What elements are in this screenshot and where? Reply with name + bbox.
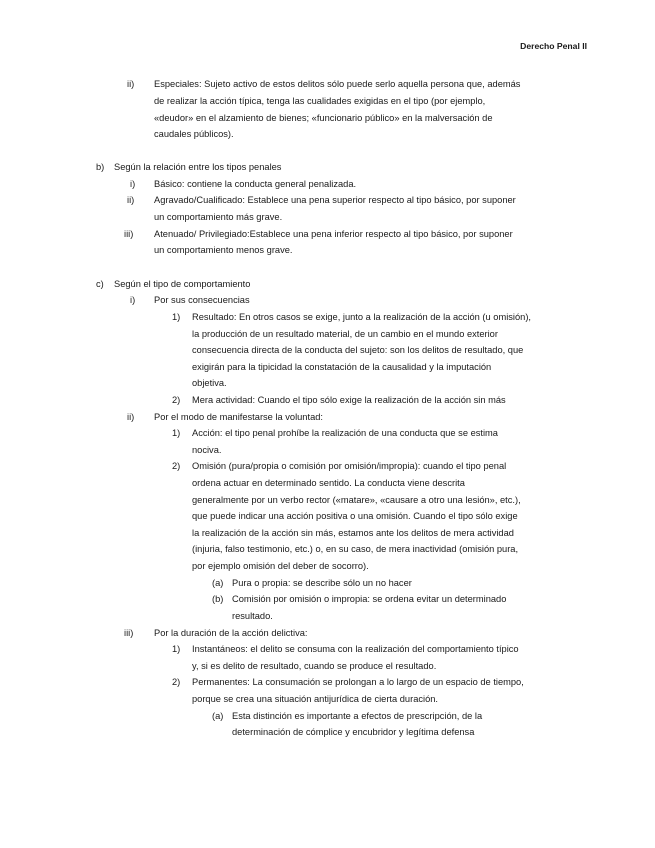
text-line: Resultado: En otros casos se exige, junto a la realización de la acción (u omisión), xyxy=(192,312,532,322)
section-marker: b) xyxy=(96,162,105,172)
text-line: Comisión por omisión o impropia: se ordena evitar un determinado xyxy=(232,594,507,604)
text-line: Pura o propia: se describe sólo un no hacer xyxy=(232,578,412,588)
list-marker: 1) xyxy=(172,428,181,438)
text-line: «deudor» en el alzamiento de bienes; «funcionario público» en la malversación de xyxy=(154,113,493,123)
text-line: resultado. xyxy=(232,611,273,621)
list-marker: iii) xyxy=(124,628,134,638)
text-line: Acción: el tipo penal prohíbe la realización de una conducta que se estima xyxy=(192,428,498,438)
text-line: Agravado/Cualificado: Establece una pena superior respecto al tipo básico, por suponer xyxy=(154,195,516,205)
list-marker: (a) xyxy=(212,578,224,588)
list-marker: ii) xyxy=(127,412,135,422)
text-line: y, si es delito de resultado, cuando se produce el resultado. xyxy=(192,661,437,671)
text-line: objetiva. xyxy=(192,378,227,388)
text-line: Omisión (pura/propia o comisión por omisión/impropia): cuando el tipo penal xyxy=(192,461,507,471)
list-marker: 2) xyxy=(172,677,181,687)
text-line: ordena actuar en determinado sentido. La conducta viene descrita xyxy=(192,478,465,488)
text-line: determinación de cómplice y encubridor y legítima defensa xyxy=(232,727,475,737)
page-header-title: Derecho Penal II xyxy=(520,41,587,51)
text-line: Esta distinción es importante a efectos de prescripción, de la xyxy=(232,711,483,721)
text-line: porque se crea una situación antijurídica de cierta duración. xyxy=(192,694,438,704)
list-marker: (a) xyxy=(212,711,224,721)
list-marker: 1) xyxy=(172,644,181,654)
text-line: la producción de un resultado material, de un cambio en el mundo exterior xyxy=(192,329,498,339)
list-marker: (b) xyxy=(212,594,224,604)
text-line: (injuria, falso testimonio, etc.) o, en su caso, de mera inactividad (omisión pura, xyxy=(192,544,519,554)
subsection-heading: Por sus consecuencias xyxy=(154,295,250,305)
text-line: Instantáneos: el delito se consuma con la realización del comportamiento típico xyxy=(192,644,519,654)
text-line: generalmente por un verbo rector («matare», «causare a otro una lesión», etc.), xyxy=(192,495,521,505)
list-marker: ii) xyxy=(127,79,135,89)
text-line: Especiales: Sujeto activo de estos delitos sólo puede serlo aquella persona que, además xyxy=(154,79,521,89)
list-marker: i) xyxy=(130,295,136,305)
text-line: un comportamiento menos grave. xyxy=(154,245,293,255)
subsection-heading: Por el modo de manifestarse la voluntad: xyxy=(154,412,323,422)
text-line: nociva. xyxy=(192,445,222,455)
subsection-heading: Por la duración de la acción delictiva: xyxy=(154,628,308,638)
text-line: la realización de la acción sin más, estamos ante los delitos de mera actividad xyxy=(192,528,514,538)
text-line: Básico: contiene la conducta general penalizada. xyxy=(154,179,357,189)
list-marker: 1) xyxy=(172,312,181,322)
section-heading: Según el tipo de comportamiento xyxy=(114,279,251,289)
list-marker: 2) xyxy=(172,461,181,471)
list-marker: iii) xyxy=(124,229,134,239)
text-line: Atenuado/ Privilegiado:Establece una pena inferior respecto al tipo básico, por suponer xyxy=(154,229,513,239)
text-line: por ejemplo omisión del deber de socorro). xyxy=(192,561,369,571)
list-marker: ii) xyxy=(127,195,135,205)
text-line: Permanentes: La consumación se prolongan a lo largo de un espacio de tiempo, xyxy=(192,677,524,687)
section-marker: c) xyxy=(96,279,104,289)
text-line: un comportamiento más grave. xyxy=(154,212,283,222)
text-line: de realizar la acción típica, tenga las cualidades exigidas en el tipo (por ejemplo, xyxy=(154,96,486,106)
section-heading: Según la relación entre los tipos penales xyxy=(114,162,282,172)
text-line: exigirán para la tipicidad la constatación de la causalidad y la imputación xyxy=(192,362,492,372)
list-marker: 2) xyxy=(172,395,181,405)
list-marker: i) xyxy=(130,179,136,189)
text-line: que puede indicar una acción positiva o una omisión. Cuando el tipo sólo exige xyxy=(192,511,518,521)
text-line: consecuencia directa de la conducta del sujeto: son los delitos de resultado, que xyxy=(192,345,524,355)
text-line: caudales públicos). xyxy=(154,129,234,139)
text-line: Mera actividad: Cuando el tipo sólo exige la realización de la acción sin más xyxy=(192,395,506,405)
